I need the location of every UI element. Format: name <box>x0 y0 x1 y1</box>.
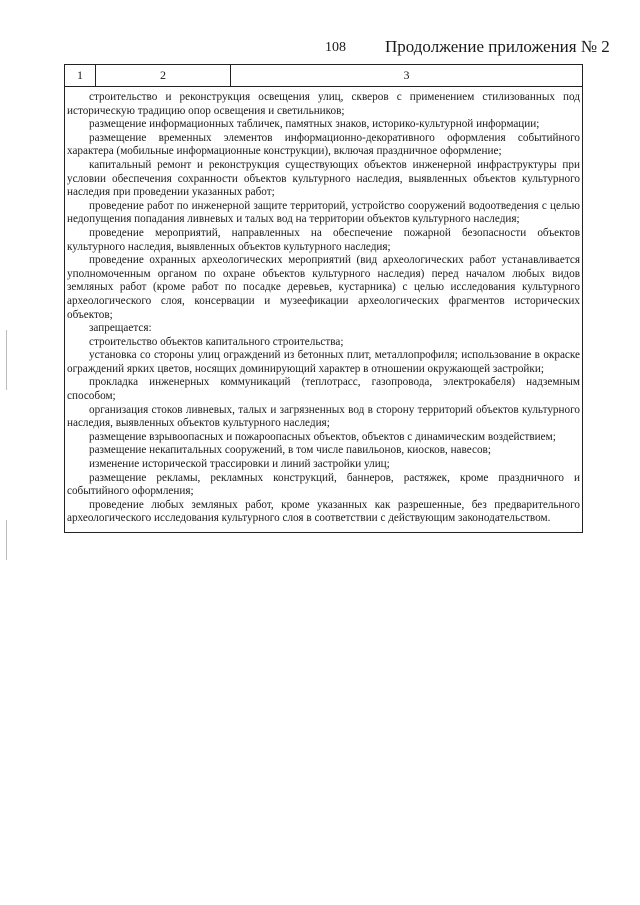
paragraph: проведение охранных археологических мероприятий (вид археологических работ устанавливается уполномоченным органом по охране объектов культурного наследия) перед началом любых видов земляных работ (кроме работ по посадке деревьев, кустарника) с целью исследования культурного археологического слоя, консервации и музеефикации археологических фрагментов исторических объектов; <box>67 254 580 321</box>
column-header-2: 2 <box>96 65 231 86</box>
paragraph: проведение мероприятий, направленных на обеспечение пожарной безопасности объектов культурного наследия, выявленных объектов культурного наследия; <box>67 226 580 253</box>
appendix-title: Продолжение приложения № 2 <box>385 37 610 56</box>
paragraph: размещение информационных табличек, памятных знаков, историко-культурной информации; <box>89 118 540 131</box>
paragraph: строительство и реконструкция освещения улиц, скверов с применением стилизованных под историческую традицию опор освещения и светильников; <box>67 91 580 117</box>
paragraph: размещение временных элементов информационно-декоративного оформления событийного характера (мобильные информационные конструкции), включая праздничное оформление; <box>67 131 580 158</box>
scan-margin-mark <box>6 330 7 390</box>
paragraph: изменение исторической трассировки и линий застройки улиц; <box>89 458 390 471</box>
column-header-1: 1 <box>65 65 96 86</box>
column-header-3: 3 <box>403 68 410 82</box>
paragraph: капитальный ремонт и реконструкция существующих объектов инженерной инфраструктуры при условии обеспечения сохранности объектов культурного наследия, выявленных объектов культурного наследия при проведении указанных работ; <box>67 158 580 199</box>
paragraph: строительство объектов капитального строительства; <box>89 335 344 348</box>
paragraph: проведение работ по инженерной защите территорий, устройство сооружений водоотведения с целью недопущения попадания ливневых и талых вод на территории объектов культурного наследия; <box>67 199 580 226</box>
paragraph: размещение рекламы, рекламных конструкций, баннеров, растяжек, кроме праздничного и событийного оформления; <box>67 471 580 498</box>
content-table <box>64 64 583 533</box>
page-number: 108 <box>325 40 346 55</box>
paragraph: размещение некапитальных сооружений, в том числе павильонов, киосков, навесов; <box>89 444 491 457</box>
table-header-row <box>65 65 582 87</box>
scan-margin-mark <box>6 520 7 560</box>
paragraph: размещение взрывоопасных и пожароопасных объектов, объектов с динамическим воздействием; <box>89 430 556 443</box>
paragraph: запрещается: <box>89 322 152 335</box>
table-body-cell <box>65 87 582 532</box>
paragraph: проведение любых земляных работ, кроме указанных как разрешенные, без предварительного археологического исследования культурного слоя в соответствии с действующим законодательством. <box>67 498 580 525</box>
paragraph: организация стоков ливневых, талых и загрязненных вод в сторону территорий объектов культурного наследия, выявленных объектов культурного наследия; <box>67 403 580 430</box>
paragraph: прокладка инженерных коммуникаций (теплотрасс, газопровода, электрокабеля) надземным способом; <box>67 376 580 403</box>
paragraph: установка со стороны улиц ограждений из бетонных плит, металлопрофиля; использование в окраске ограждений ярких цветов, носящих доминирующий характер в отношении окружающей застройки; <box>67 349 580 375</box>
